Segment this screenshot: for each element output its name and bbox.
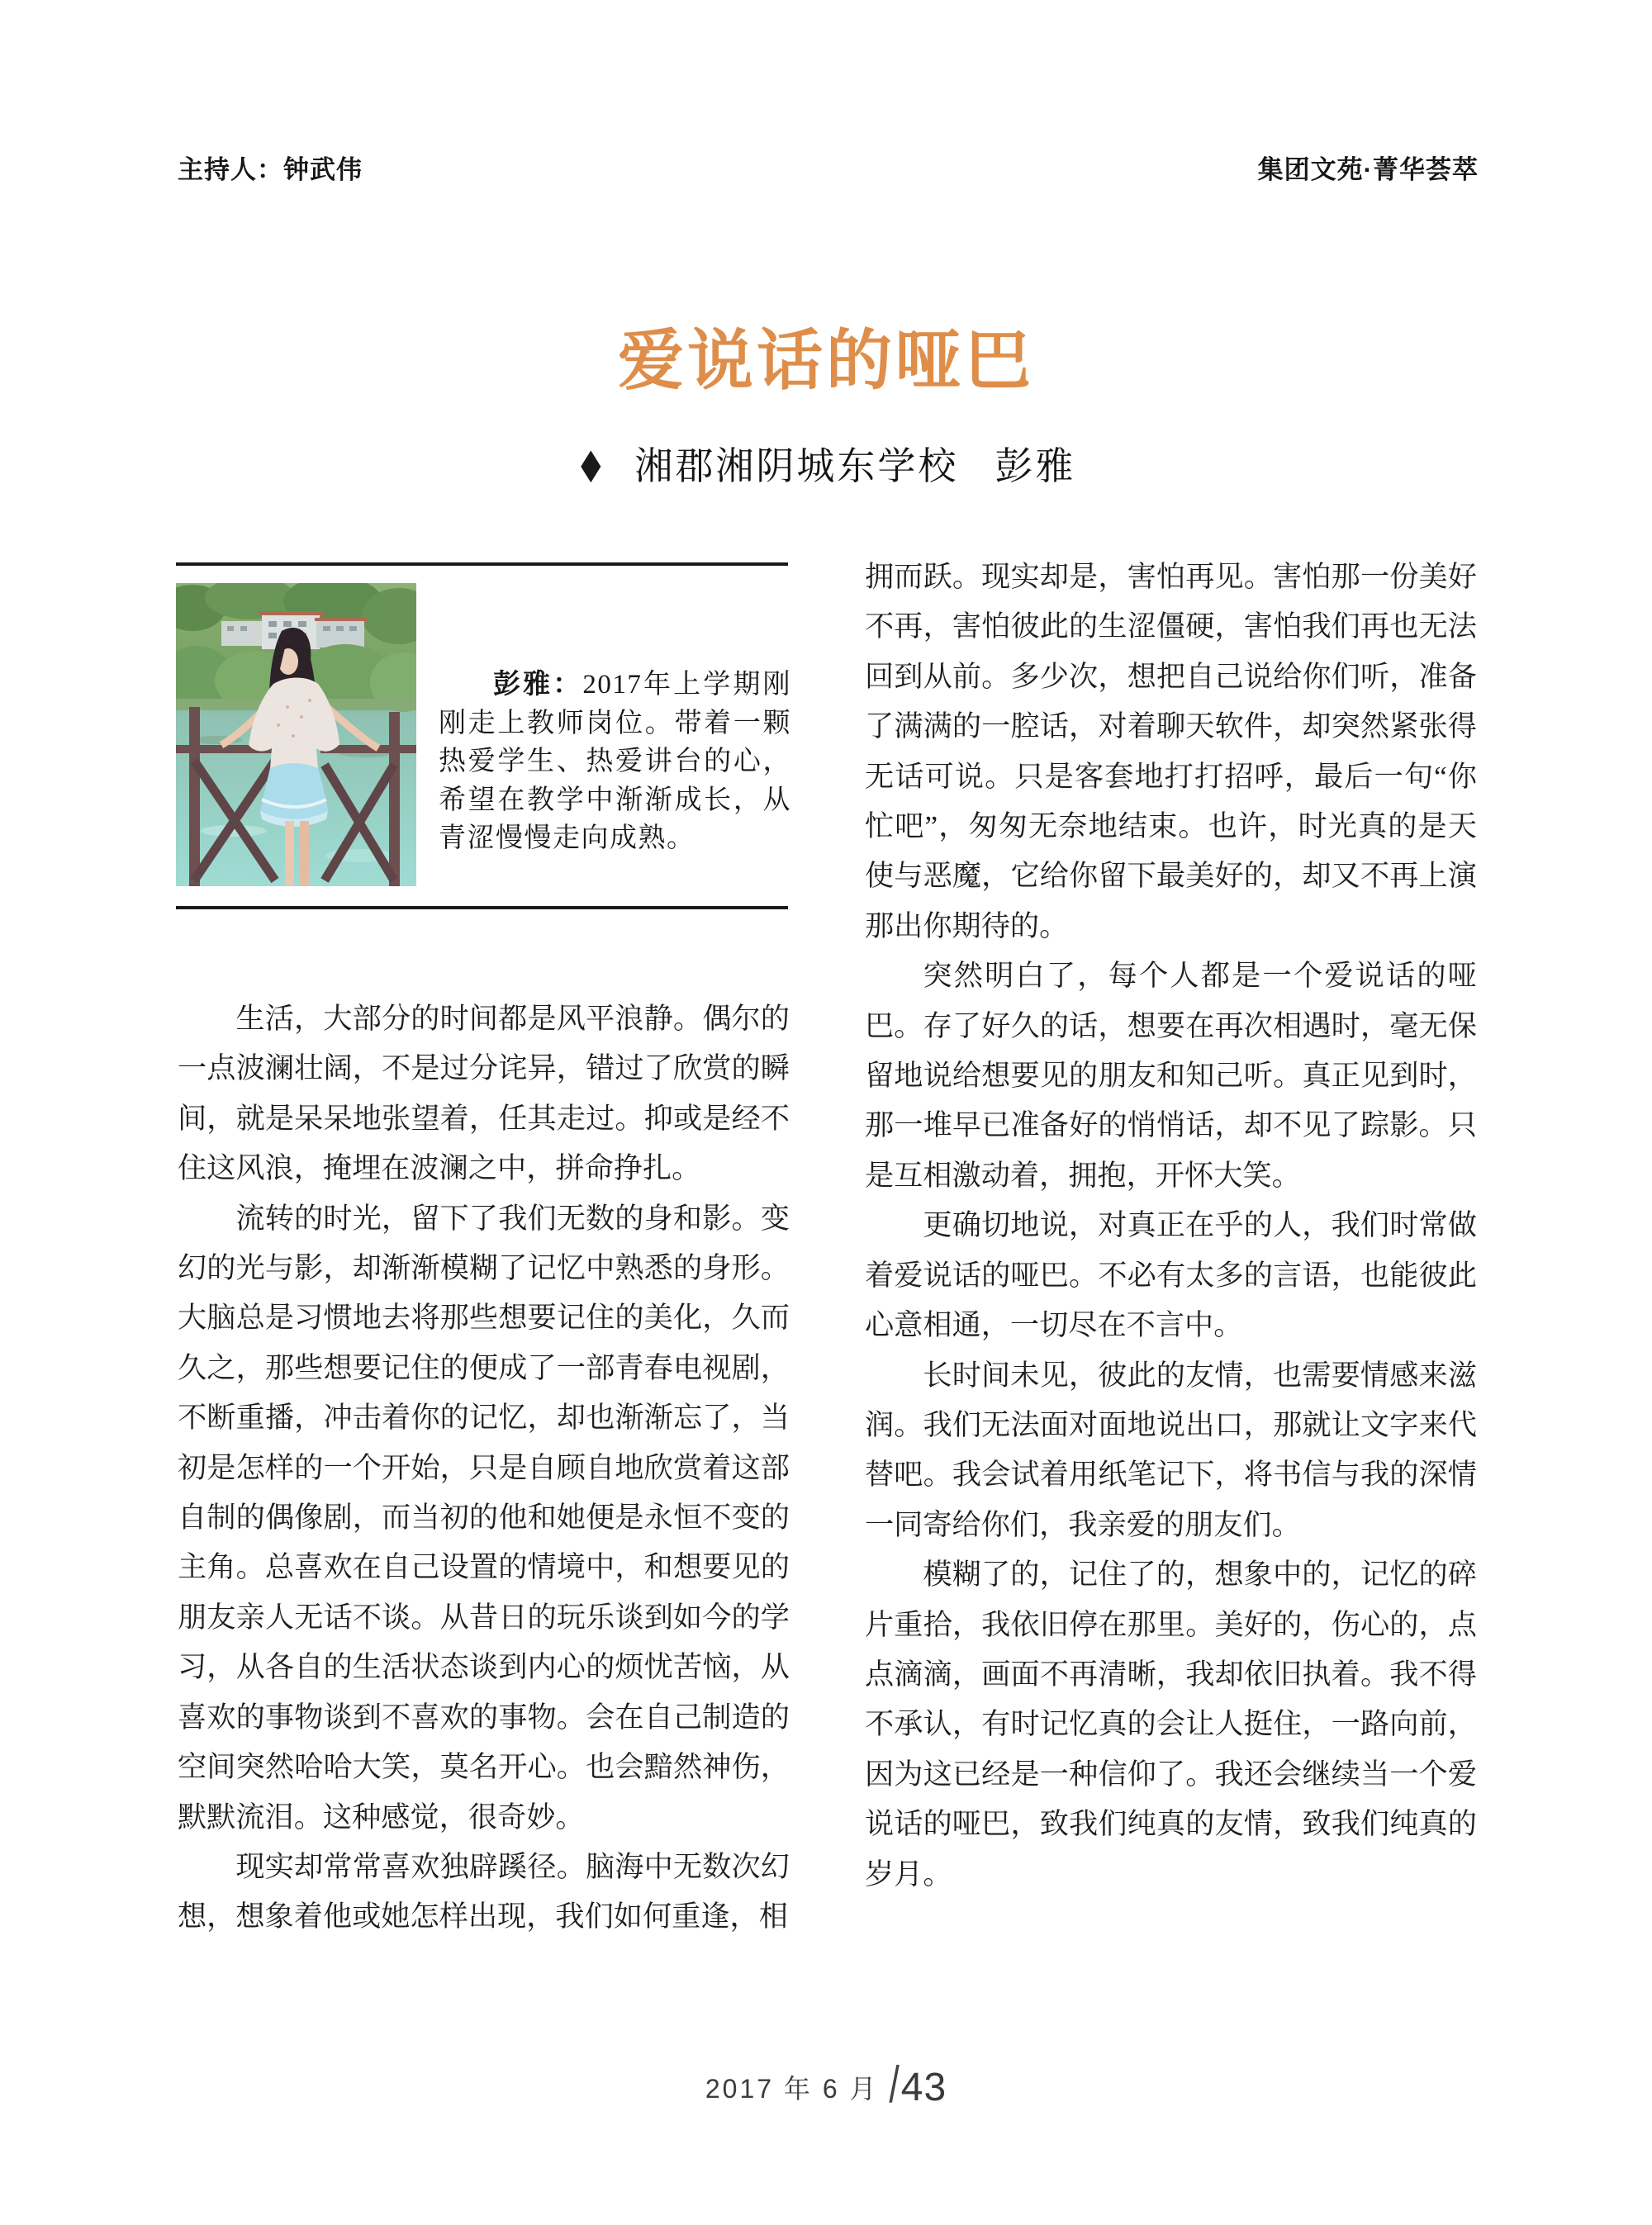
body-paragraph: 生活，大部分的时间都是风平浪静。偶尔的一点波澜壮阔，不是过分诧异，错过了欣赏的瞬间，就是呆呆地张望着，任其走过。抑或是经不住这风浪，掩埋在波澜之中，拼命挣扎。 [178,1003,790,1185]
left-column [178,994,790,1943]
header-host-label: 主持人：钟武伟 [178,155,363,184]
right-column [865,553,1477,1900]
bio-text: 2017年上学期刚刚走上教师岗位。带着一颗热爱学生、热爱讲台的心，希望在教学中渐渐成长，从青涩慢慢走向成熟。 [439,670,791,853]
body-paragraph: 模糊了的，记住了的，想象中的，记忆的碎片重拾，我依旧停在那里。美好的，伤心的，点点滴滴，画面不再清晰，我却依旧执着。我不得不承认，有时记忆真的会让人挺住，一路向前，因为这已经是一种信仰了。我还会继续当一个爱说话的哑巴，致我们纯真的友情，致我们纯真的岁月。 [865,1558,1477,1891]
author-photo [176,583,416,886]
bio-box-top-rule [176,562,788,566]
footer-slash-divider: / [888,2057,900,2114]
body-paragraph: 拥而跃。现实却是，害怕再见。害怕那一份美好不再，害怕彼此的生涩僵硬，害怕我们再也无法回到从前。多少次，想把自己说给你们听，准备了满满的一腔话，对着聊天软件，却突然紧张得无话可说。只是客套地打打招呼，最后一句“你忙吧”，匆匆无奈地结束。也许，时光真的是天使与恶魔，它给你留下最美好的，却又不再上演那出你期待的。 [865,561,1477,942]
bio-author-name: 彭雅： [493,670,583,700]
author-bio [439,666,791,858]
article-title: 爱说话的哑巴 [618,325,1034,398]
bio-box-bottom-rule [176,906,788,909]
body-paragraph: 流转的时光，留下了我们无数的身和影。变幻的光与影，却渐渐模糊了记忆中熟悉的身形。大脑总是习惯地去将那些想要记住的美化，久而久之，那些想要记住的便成了一部青春电视剧，不断重播，冲击着你的记忆，却也渐渐忘了，当初是怎样的一个开始，只是自顾自地欣赏着这部自制的偶像剧，而当初的他和她便是永恒不变的主角。总喜欢在自己设置的情境中，和想要见的朋友亲人无话不谈。从昔日的玩乐谈到如今的学习，从各自的生活状态谈到内心的烦忧苦恼，从喜欢的事物谈到不喜欢的事物。会在自己制造的空间突然哈哈大笑，莫名开心。也会黯然神伤，默默流泪。这种感觉，很奇妙。 [178,1202,790,1834]
byline [0,436,1652,491]
body-paragraph: 更确切地说，对真正在乎的人，我们时常做着爱说话的哑巴。不必有太多的言语，也能彼此心意相通，一切尽在不言中。 [865,1209,1477,1342]
header-section-label: 集团文苑·菁华荟萃 [1257,155,1479,184]
byline-school: 湘郡湘阴城东学校 [634,445,959,487]
footer-date: 2017 年 6 月 [705,2074,879,2104]
footer-page-number: 43 [900,2065,947,2109]
page-footer [0,2057,1652,2114]
body-paragraph: 现实却常常喜欢独辟蹊径。脑海中无数次幻想，想象着他或她怎样出现，我们如何重逢，相 [178,1850,790,1933]
body-paragraph: 突然明白了，每个人都是一个爱说话的哑巴。存了好久的话，想要在再次相遇时，毫无保留地说给想要见的朋友和知己听。真正见到时，那一堆早已准备好的悄悄话，却不见了踪影。只是互相激动着，拥抱，开怀大笑。 [865,960,1477,1192]
diamond-icon: ◆ [580,439,603,487]
byline-author: 彭雅 [995,445,1076,487]
body-paragraph: 长时间未见，彼此的友情，也需要情感来滋润。我们无法面对面地说出口，那就让文字来代替吧。我会试着用纸笔记下，将书信与我的深情一同寄给你们，我亲爱的朋友们。 [865,1359,1477,1541]
